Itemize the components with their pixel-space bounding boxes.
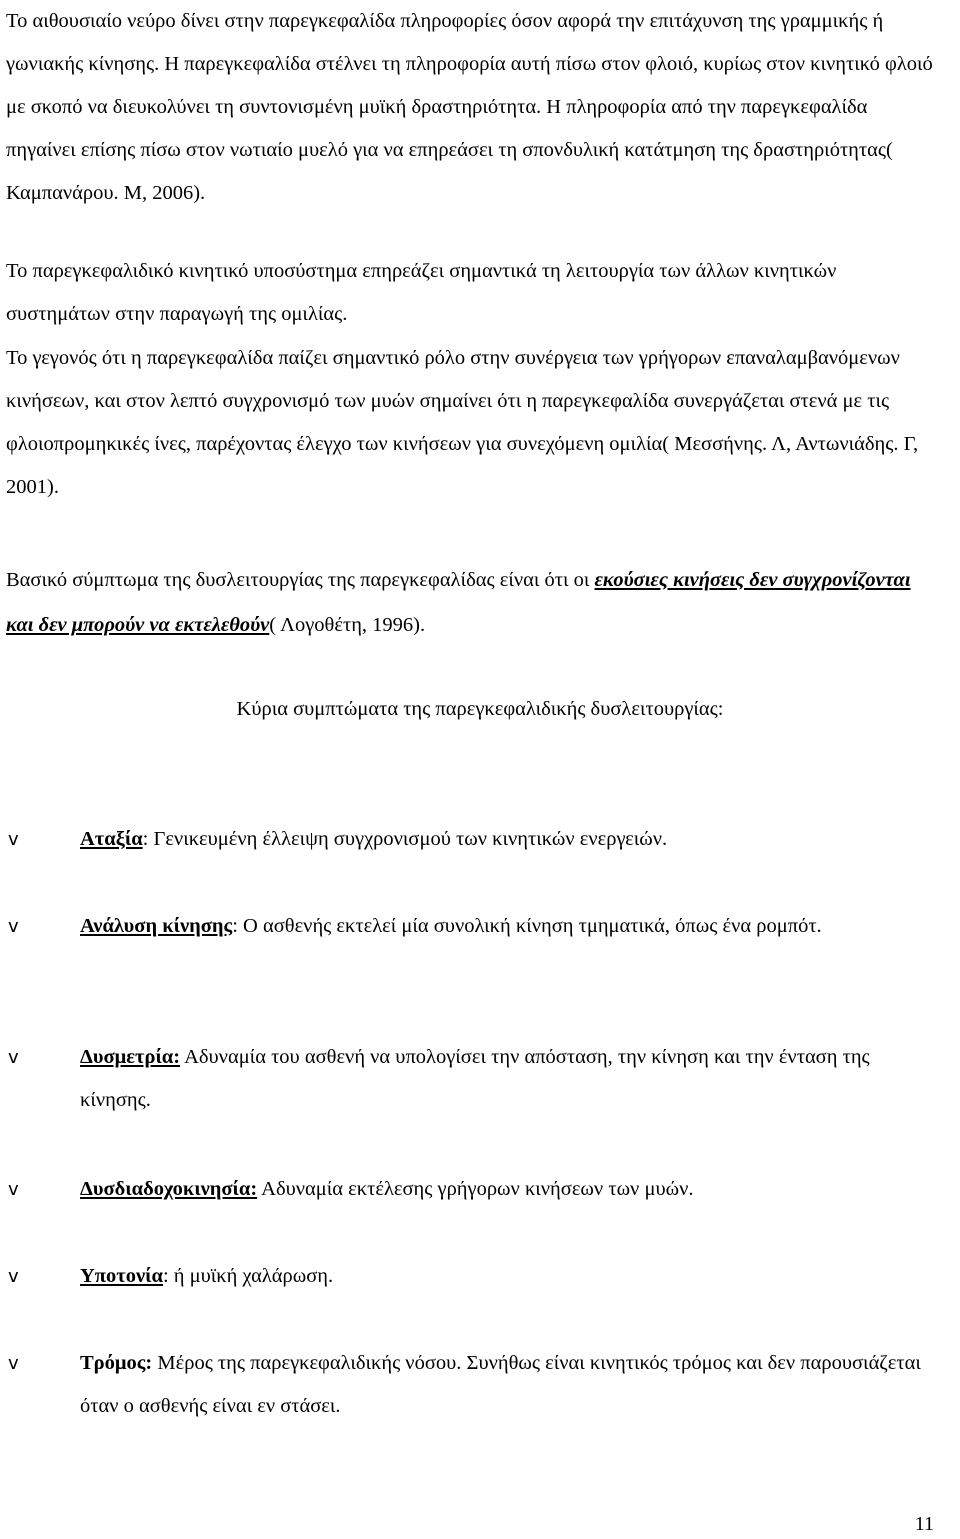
paragraph-synergy: Το γεγονός ότι η παρεγκεφαλίδα παίζει σημαντικό ρόλο στην συνέργεια των γρήγορων επαναλαμβανόμενων κινήσεων, και στον λεπτό συγχρονισμό των μυών σημαίνει ότι η παρεγκεφαλίδα συνεργάζεται στενά με τις φλοιοπρομηκικές ίνες, παρέχοντας έλεγχο των κινήσεων για συνεχόμενη ομιλία( Μεσσήνης. Λ, Αντωνιάδης. Γ, 2001). [6,347,919,498]
symptom-description: Ο ασθενής εκτελεί μία συνολική κίνηση τμηματικά, όπως ένα ρομπότ. [237,915,822,937]
symptom-text [80,818,941,861]
symptom-description: Αδυναμία εκτέλεσης γρήγορων κινήσεων των μυών. [257,1178,694,1200]
main-symptom-emphasis: εκούσιες κινήσεις δεν συγχρονίζονται και δεν μπορούν να εκτελεθούν [6,569,911,636]
bullet-icon: v [8,1179,19,1200]
symptom-item-ataxia [6,818,941,861]
main-symptom-citation: ( Λογοθέτη, 1996). [269,614,426,636]
bullet-icon: v [8,1266,19,1287]
bullet-icon: v [8,916,19,937]
symptom-description: Γενικευμένη έλλειψη συγχρονισμού των κινητικών ενεργειών. [148,828,668,850]
main-symptom-intro: Βασικό σύμπτωμα της δυσλειτουργίας της παρεγκεφαλίδας είναι ότι οι [6,569,595,591]
symptom-item-hypotonia [6,1255,941,1298]
symptom-text [80,1036,941,1122]
symptom-description: Αδυναμία του ασθενή να υπολογίσει την απόσταση, την κίνηση και την ένταση της κίνησης. [80,1046,870,1111]
symptom-text [80,905,941,948]
paragraph-vestibular-nerve: Το αιθουσιαίο νεύρο δίνει στην παρεγκεφαλίδα πληροφορίες όσον αφορά την επιτάχυνση της γραμμικής ή γωνιακής κίνησης. Η παρεγκεφαλίδα στέλνει τη πληροφορία αυτή πίσω στον φλοιό, κυρίως στον κινητικό φλοιό με σκοπό να διευκολύνει τη συντονισμένη μυϊκή δραστηριότητα. Η πληροφορία από την παρεγκεφαλίδα πηγαίνει επίσης πίσω στον νωτιαίο μυελό για να επηρεάσει τη σπονδυλική κατάτμηση της δραστηριότητας( Καμπανάρου. Μ, 2006). [6,10,933,204]
symptom-term: Δυσμετρία: [80,1046,181,1068]
symptom-term: Υποτονία [80,1265,163,1287]
symptom-description: ή μυϊκή χαλάρωση. [168,1265,334,1287]
symptom-text [80,1255,941,1298]
bullet-icon: v [8,1353,19,1374]
symptom-separator: : [232,915,238,937]
symptom-text [80,1342,941,1428]
page-number: 11 [914,1513,934,1535]
paragraph-main-symptom [6,558,941,648]
symptom-description: Μέρος της παρεγκεφαλιδικής νόσου. Συνήθως είναι κινητικός τρόμος και δεν παρουσιάζεται όταν ο ασθενής είναι εν στάσει. [80,1352,921,1417]
bullet-icon: v [8,829,19,850]
symptom-term: Δυσδιαδοχοκινησία: [80,1178,258,1200]
symptom-item-tremor [6,1342,941,1428]
symptom-term: Τρόμος: [80,1352,153,1374]
paragraph-motor-subsystem: Το παρεγκεφαλιδικό κινητικό υποσύστημα επηρεάζει σημαντικά τη λειτουργία των άλλων κινητικών συστημάτων στην παραγωγή της ομιλίας. [6,260,837,325]
symptom-separator: : [162,1265,169,1287]
symptom-term: Αταξία [80,828,143,850]
symptom-separator: : [142,828,149,850]
symptoms-heading: Κύρια συμπτώματα της παρεγκεφαλιδικής δυσλειτουργίας: [236,698,724,720]
bullet-icon: v [8,1047,19,1068]
symptom-text [80,1168,941,1211]
symptom-item-dysmetria [6,1036,941,1122]
symptom-item-dysdiadochokinesia [6,1168,941,1211]
symptom-term: Ανάλυση κίνησης [80,915,233,937]
symptom-item-movement-decomposition [6,905,941,948]
